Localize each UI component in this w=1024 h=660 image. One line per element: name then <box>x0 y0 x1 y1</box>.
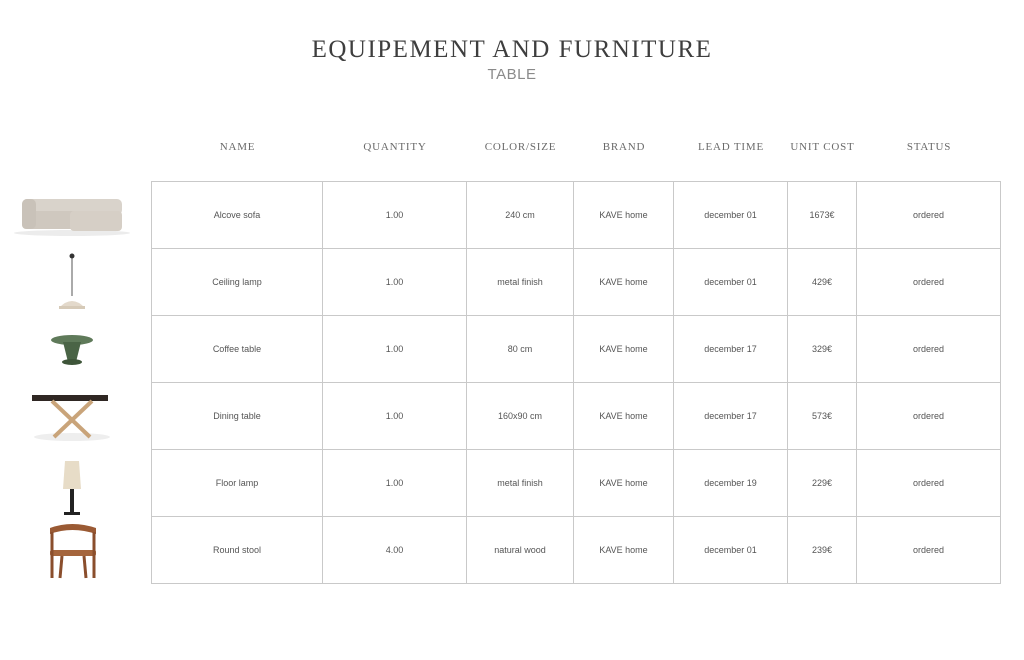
cell-status: ordered <box>857 182 1001 249</box>
cell-quantity: 1.00 <box>323 450 467 517</box>
cell-lead-time: december 17 <box>674 383 788 450</box>
table-row <box>152 383 1001 450</box>
table-row <box>152 517 1001 584</box>
ceiling-lamp-image <box>12 252 136 312</box>
cell-name: Ceiling lamp <box>152 249 323 316</box>
column-header-brand: BRAND <box>602 141 646 153</box>
cell-unit-cost: 329€ <box>788 316 857 383</box>
cell-quantity: 4.00 <box>323 517 467 584</box>
cell-name: Coffee table <box>152 316 323 383</box>
cell-name: Floor lamp <box>152 450 323 517</box>
column-header-status: STATUS <box>906 141 952 153</box>
cell-brand: KAVE home <box>574 249 674 316</box>
cell-unit-cost: 1673€ <box>788 182 857 249</box>
furniture-table <box>151 181 1001 584</box>
table-row <box>152 316 1001 383</box>
cell-quantity: 1.00 <box>323 383 467 450</box>
cell-brand: KAVE home <box>574 383 674 450</box>
cell-color-size: metal finish <box>467 450 574 517</box>
cell-lead-time: december 01 <box>674 517 788 584</box>
cell-lead-time: december 01 <box>674 182 788 249</box>
cell-lead-time: december 01 <box>674 249 788 316</box>
table-row <box>152 182 1001 249</box>
cell-unit-cost: 429€ <box>788 249 857 316</box>
cell-brand: KAVE home <box>574 316 674 383</box>
column-header-lead-time: LEAD TIME <box>698 141 764 153</box>
column-header-name: NAME <box>219 141 256 153</box>
table-row <box>152 450 1001 517</box>
cell-brand: KAVE home <box>574 182 674 249</box>
cell-lead-time: december 19 <box>674 450 788 517</box>
page-title: EQUIPEMENT AND FURNITURE <box>311 36 713 63</box>
cell-unit-cost: 229€ <box>788 450 857 517</box>
table-row <box>152 249 1001 316</box>
cell-status: ordered <box>857 249 1001 316</box>
cell-color-size: metal finish <box>467 249 574 316</box>
cell-color-size: 240 cm <box>467 182 574 249</box>
dining-table-image <box>12 387 136 447</box>
cell-status: ordered <box>857 450 1001 517</box>
cell-status: ordered <box>857 316 1001 383</box>
cell-name: Alcove sofa <box>152 182 323 249</box>
floor-lamp-image <box>12 457 136 517</box>
sofa-image <box>12 185 136 245</box>
cell-color-size: 160x90 cm <box>467 383 574 450</box>
column-header-quantity: QUANTITY <box>363 141 427 153</box>
column-header-unit-cost: UNIT COST <box>790 141 855 153</box>
cell-lead-time: december 17 <box>674 316 788 383</box>
cell-name: Round stool <box>152 517 323 584</box>
cell-status: ordered <box>857 383 1001 450</box>
cell-brand: KAVE home <box>574 517 674 584</box>
cell-quantity: 1.00 <box>323 249 467 316</box>
cell-color-size: 80 cm <box>467 316 574 383</box>
cell-name: Dining table <box>152 383 323 450</box>
cell-unit-cost: 239€ <box>788 517 857 584</box>
cell-status: ordered <box>857 517 1001 584</box>
round-stool-image <box>12 520 136 580</box>
page-subtitle: TABLE <box>487 66 537 83</box>
cell-color-size: natural wood <box>467 517 574 584</box>
cell-unit-cost: 573€ <box>788 383 857 450</box>
column-header-color-size: COLOR/SIZE <box>484 141 557 153</box>
cell-quantity: 1.00 <box>323 316 467 383</box>
cell-brand: KAVE home <box>574 450 674 517</box>
cell-quantity: 1.00 <box>323 182 467 249</box>
coffee-table-image <box>12 320 136 380</box>
